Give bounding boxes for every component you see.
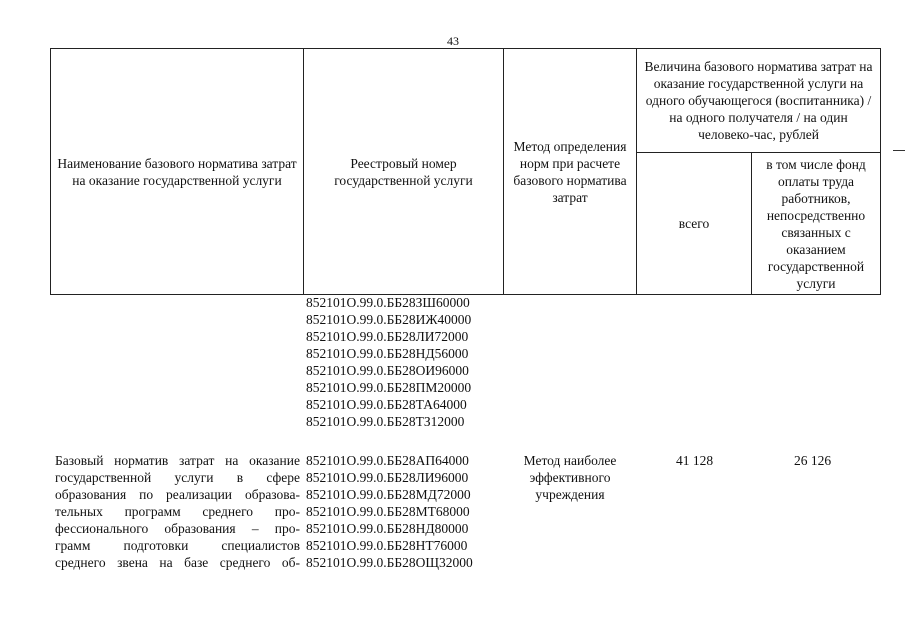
registry-code: 852101О.99.0.ББ28ОЩ32000 xyxy=(306,555,473,570)
header-registry-number: Реестровый номер государственной услуги xyxy=(304,49,504,295)
continued-codes-list xyxy=(306,294,471,430)
registry-code: 852101О.99.0.ББ28ЛИ96000 xyxy=(306,470,469,485)
registry-code: 852101О.99.0.ББ28ПМ20000 xyxy=(306,380,472,395)
norm-name-line: тельных программ среднего про- xyxy=(55,504,300,519)
registry-code: 852101О.99.0.ББ28НД56000 xyxy=(306,346,469,361)
registry-code: 852101О.99.0.ББ28АП64000 xyxy=(306,453,469,468)
page-number: 43 xyxy=(447,34,459,48)
norm-name-line: среднего звена на базе среднего об- xyxy=(55,555,300,570)
table-header xyxy=(50,48,881,295)
registry-code: 852101О.99.0.ББ28ТЗ12000 xyxy=(306,414,465,429)
registry-code: 852101О.99.0.ББ28МТ68000 xyxy=(306,504,470,519)
registry-code: 852101О.99.0.ББ28НТ76000 xyxy=(306,538,468,553)
norm-name-line: грамм подготовки специалистов xyxy=(55,538,300,553)
norm-name xyxy=(55,452,300,571)
registry-code: 852101О.99.0.ББ28ИЖ40000 xyxy=(306,312,472,327)
registry-code: 852101О.99.0.ББ28ЗШ60000 xyxy=(306,295,470,310)
header-total: всего xyxy=(637,153,752,295)
registry-code: 852101О.99.0.ББ28МД72000 xyxy=(306,487,471,502)
header-norm-value: Величина базового норматива затрат на оказание государственной услуги на одного обучающегося (воспитанника) / на одного получателя / на один человеко-час, рублей xyxy=(637,49,881,153)
norm-name-line: образования по реализации образова- xyxy=(55,487,300,502)
header-norm-name: Наименование базового норматива затрат на оказание государственной услуги xyxy=(51,49,304,295)
norm-method: Метод наиболее эффективного учреждения xyxy=(523,453,617,502)
registry-code: 852101О.99.0.ББ28ЛИ72000 xyxy=(306,329,469,344)
norm-name-line: государственной услуги в сфере xyxy=(55,470,300,485)
registry-code: 852101О.99.0.ББ28ТА64000 xyxy=(306,397,467,412)
norm-name-line: Базовый норматив затрат на оказание xyxy=(55,453,300,468)
norm-wage-fund: 26 126 xyxy=(794,453,832,468)
header-method: Метод определения норм при расчете базового норматива затрат xyxy=(504,49,637,295)
norm-name-line: фессионального образования – про- xyxy=(55,521,300,536)
registry-code: 852101О.99.0.ББ28ОИ96000 xyxy=(306,363,469,378)
registry-code: 852101О.99.0.ББ28НД80000 xyxy=(306,521,469,536)
header-wage-fund: в том числе фонд оплаты труда работников, непосредственно связанных с оказанием государственной услуги xyxy=(752,153,881,295)
norm-codes-list xyxy=(306,452,473,571)
norm-total: 41 128 xyxy=(676,453,714,468)
scan-edge-mark xyxy=(893,150,905,151)
